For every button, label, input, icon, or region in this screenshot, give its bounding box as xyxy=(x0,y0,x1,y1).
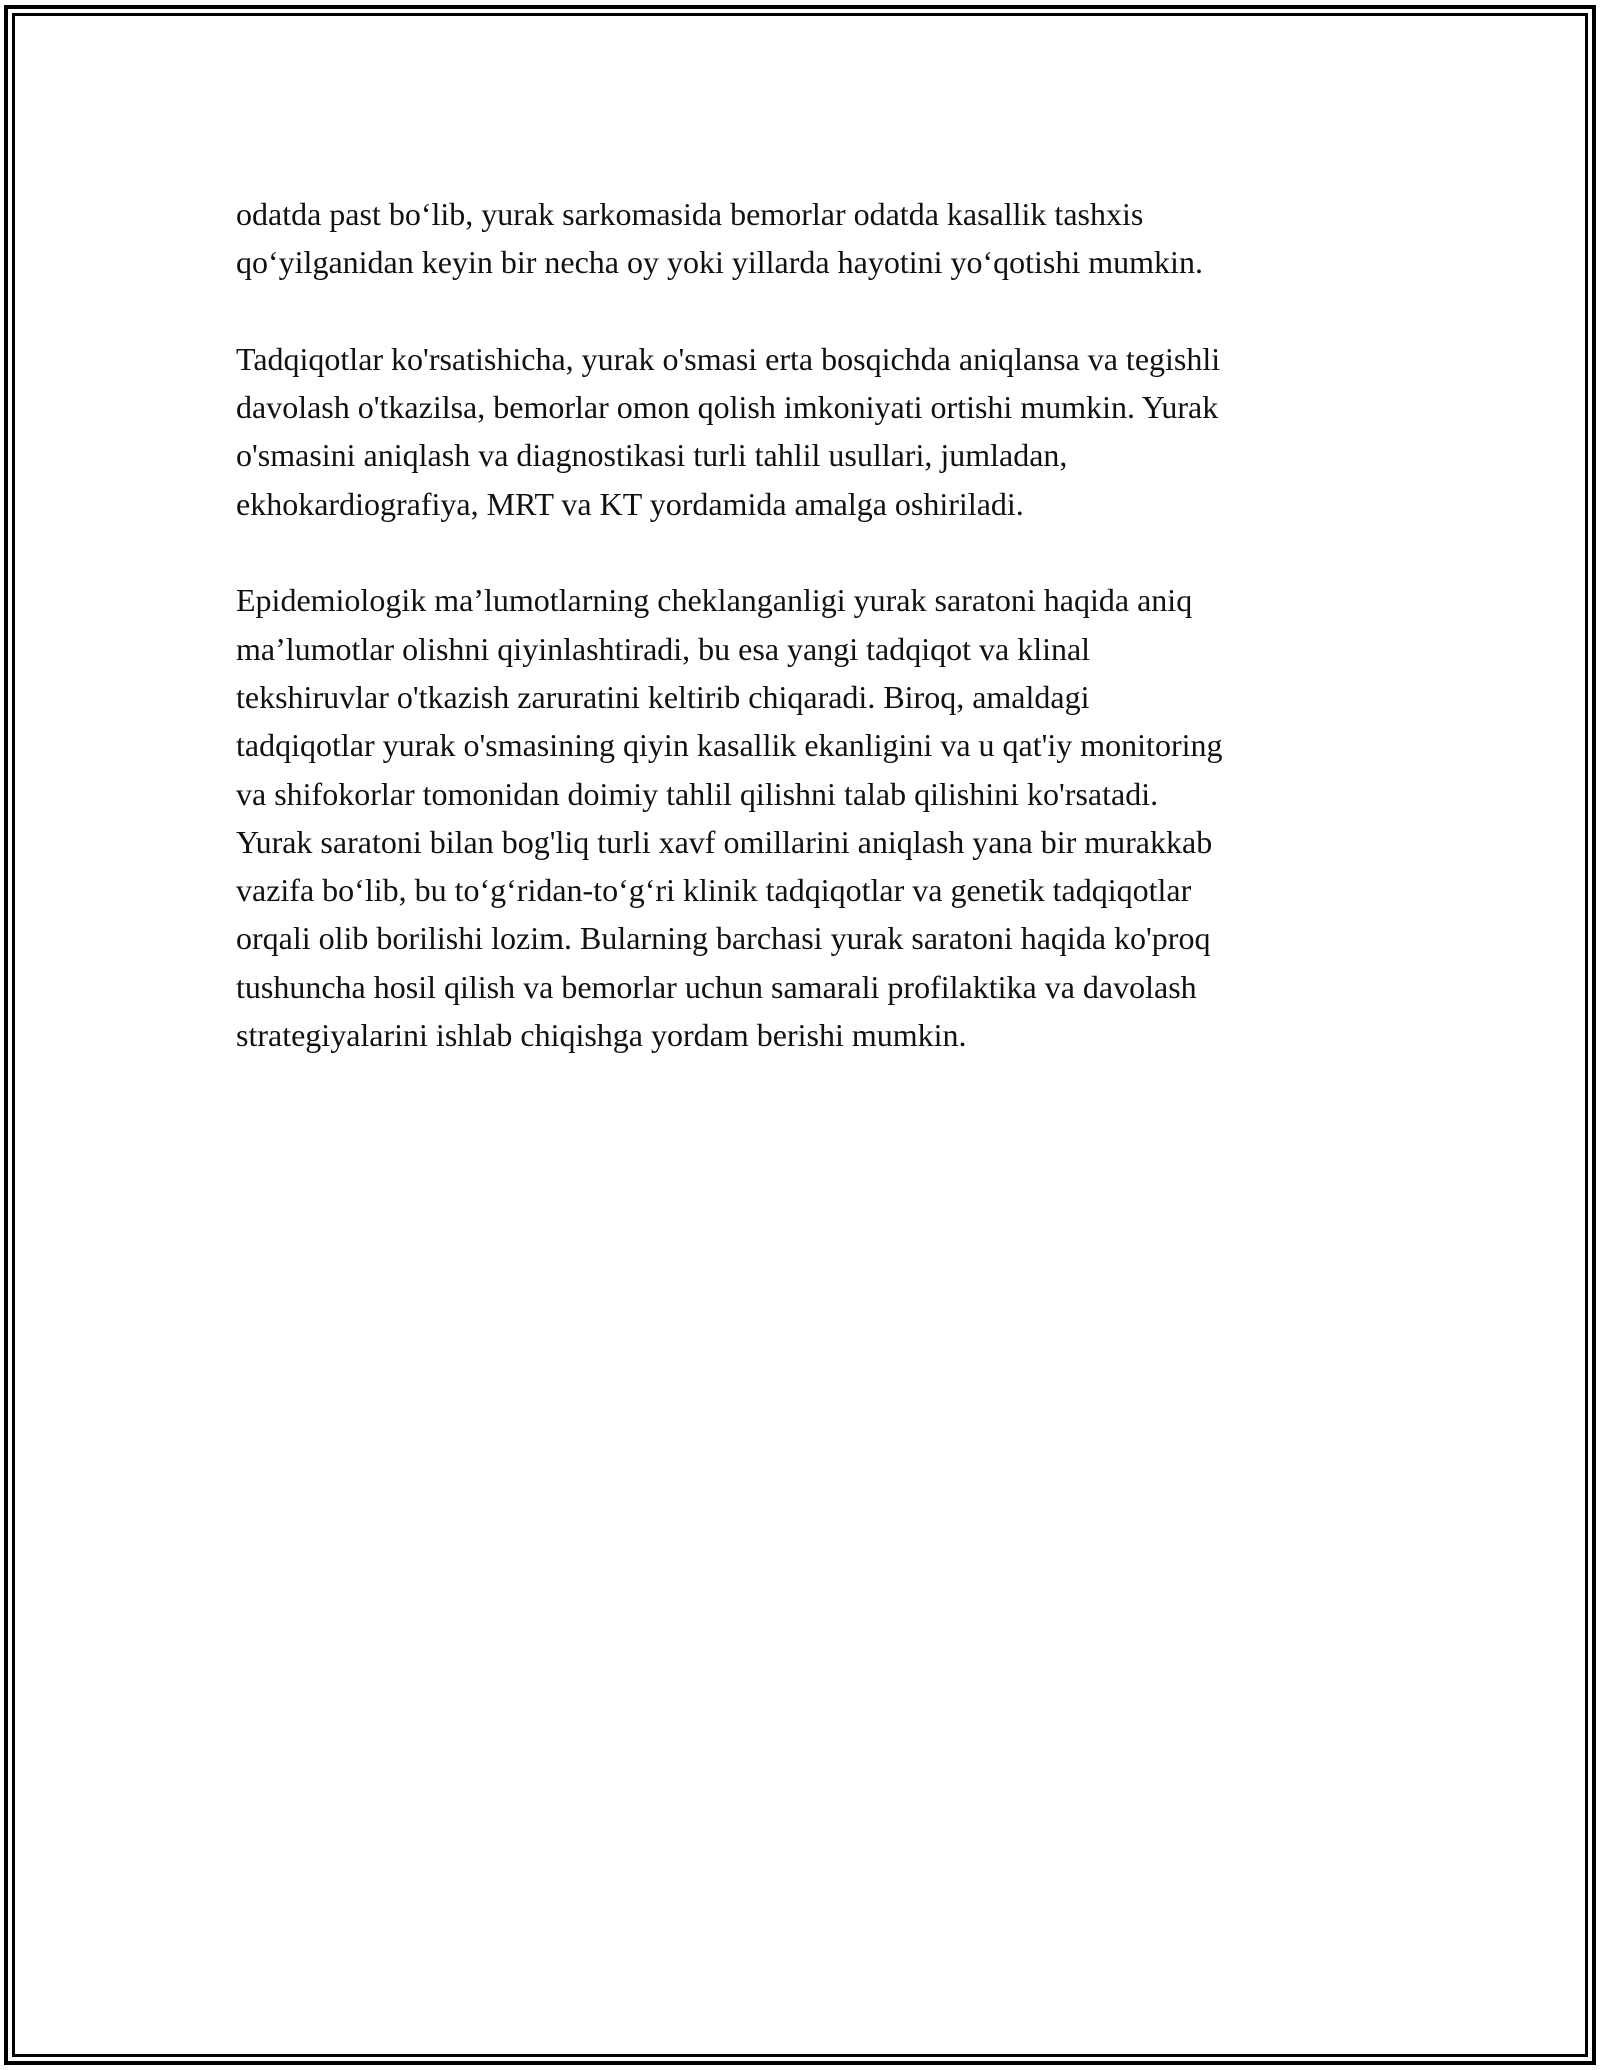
text-line: o'smasini aniqlash va diagnostikasi turli tahlil usullari, jumladan, xyxy=(236,437,1068,474)
text-line: ekhokardiografiya, MRT va KT yordamida amalga oshiriladi. xyxy=(236,485,1024,522)
text-line: davolash o'tkazilsa, bemorlar omon qolish imkoniyati ortishi mumkin. Yurak xyxy=(236,389,1219,426)
text-line: qo‘yilganidan keyin bir necha oy yoki yillarda hayotini yo‘qotishi mumkin. xyxy=(236,244,1203,281)
text-line: Epidemiologik ma’lumotlarning cheklanganligi yurak saratoni haqida aniq xyxy=(236,582,1193,619)
text-line: tadqiqotlar yurak o'smasining qiyin kasallik ekanligini va u qat'iy monitoring xyxy=(236,727,1223,764)
text-line: vazifa bo‘lib, bu to‘g‘ridan-to‘g‘ri klinik tadqiqotlar va genetik tadqiqotlar xyxy=(236,872,1192,909)
text-line: strategiyalarini ishlab chiqishga yordam berishi mumkin. xyxy=(236,1017,967,1054)
text-line: tushuncha hosil qilish va bemorlar uchun samarali profilaktika va davolash xyxy=(236,968,1197,1005)
text-line: ma’lumotlar olishni qiyinlashtiradi, bu esa yangi tadqiqot va klinal xyxy=(236,630,1091,667)
paragraph-2 xyxy=(236,335,1396,528)
text-line: Tadqiqotlar ko'rsatishicha, yurak o'smasi erta bosqichda aniqlansa va tegishli xyxy=(236,340,1221,377)
text-line: va shifokorlar tomonidan doimiy tahlil qilishni talab qilishini ko'rsatadi. xyxy=(236,775,1159,812)
text-line: odatda past bo‘lib, yurak sarkomasida bemorlar odatda kasallik tashxis xyxy=(236,196,1144,232)
paragraph-3 xyxy=(236,576,1396,1059)
text-line: tekshiruvlar o'tkazish zaruratini keltirib chiqaradi. Biroq, amaldagi xyxy=(236,678,1090,715)
document-body xyxy=(236,190,1396,1108)
text-line: Yurak saratoni bilan bog'liq turli xavf omillarini aniqlash yana bir murakkab xyxy=(236,823,1213,860)
paragraph-1 xyxy=(236,190,1396,287)
text-line: orqali olib borilishi lozim. Bularning barchasi yurak saratoni haqida ko'proq xyxy=(236,920,1211,957)
